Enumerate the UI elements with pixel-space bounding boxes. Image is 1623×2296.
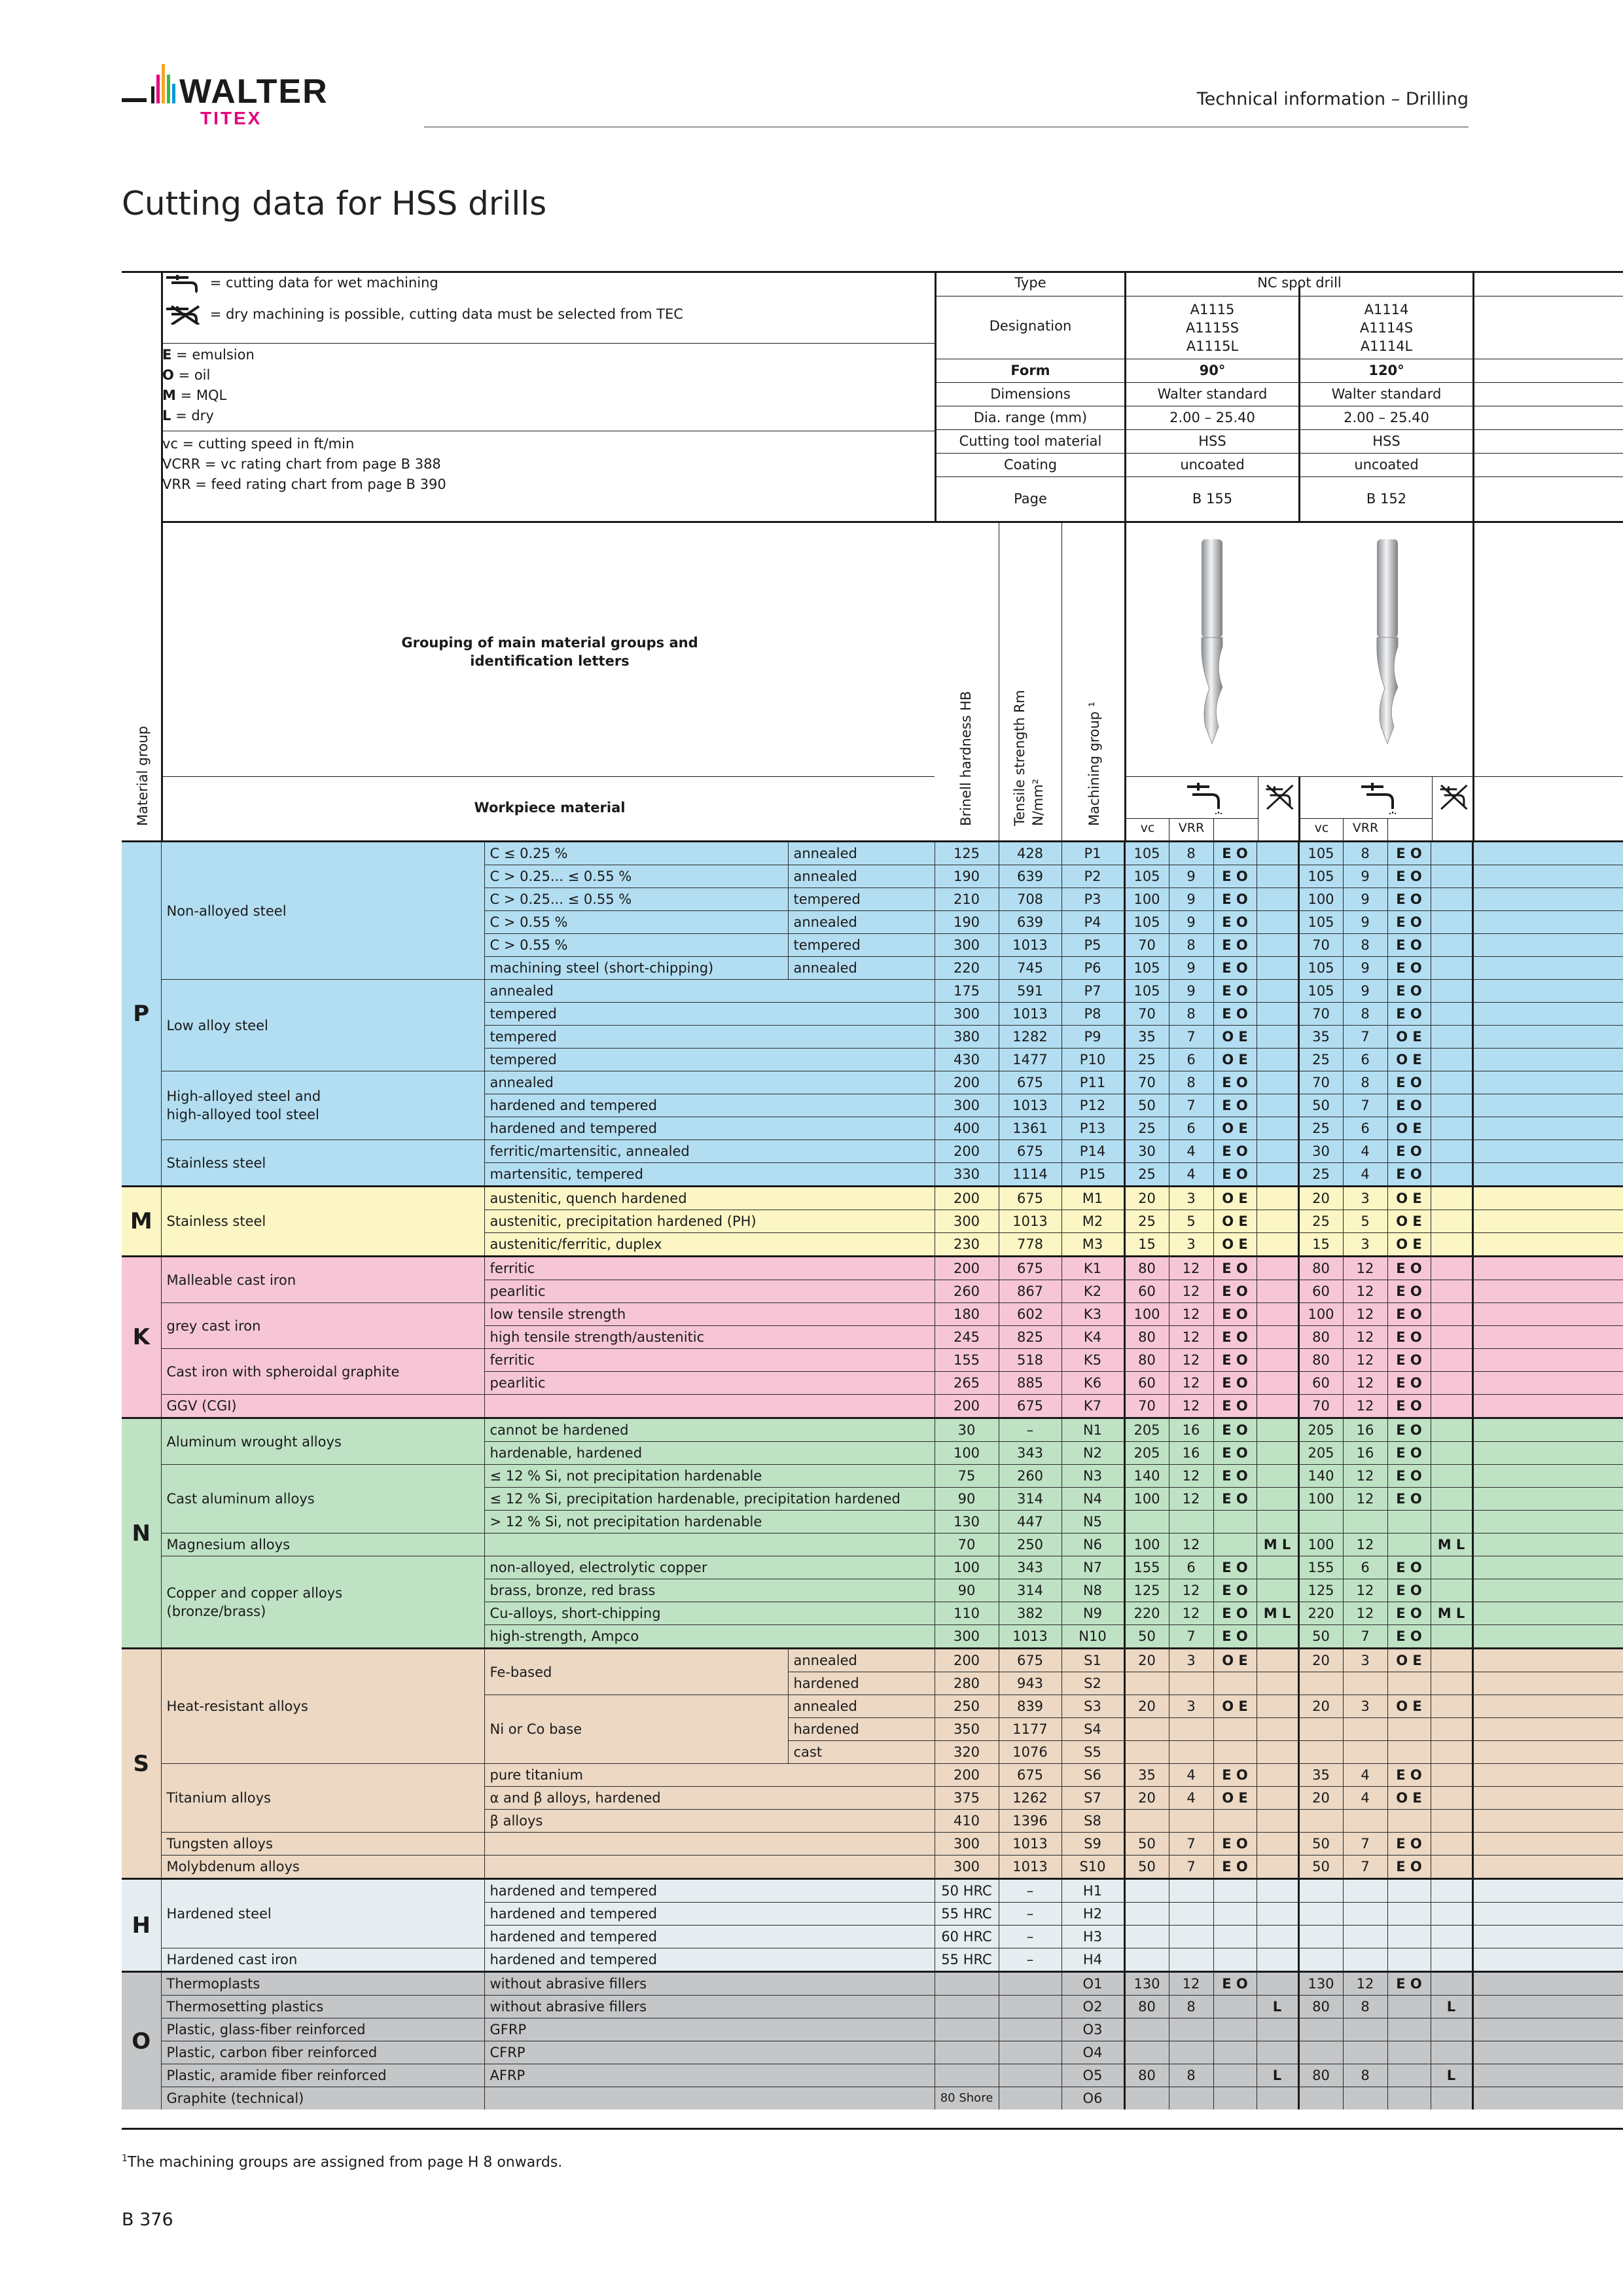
table-row: H Hardened steel hardened and tempered 50 HRC – H1 bbox=[122, 1879, 1623, 1903]
table-row: Hardened cast iron hardened and tempered 55 HRC – H4 bbox=[122, 1948, 1623, 1972]
table-row: Ni or Co base annealed 250 839 S3 20 3 O E 20 3 O E bbox=[122, 1695, 1623, 1718]
table-row: M Stainless steel austenitic, quench hardened 200 675 M1 20 3 O E 20 3 O E bbox=[122, 1187, 1623, 1210]
workpiece-header: Workpiece material bbox=[474, 800, 626, 816]
legend-vc: vc = cutting speed in ft/min bbox=[162, 436, 355, 452]
table-row: Cu-alloys, short-chipping 110 382 N9 220 12 E O M L 220 12 E O M L bbox=[122, 1602, 1623, 1625]
page-number: B 376 bbox=[122, 2210, 173, 2230]
label-coating: Coating bbox=[1003, 457, 1058, 473]
group-letter-s: S bbox=[122, 1649, 161, 1879]
table-row: hardened and tempered 300 1013 P12 50 7 E O 50 7 E O bbox=[122, 1094, 1623, 1117]
table-row: austenitic, precipitation hardened (PH) 300 1013 M2 25 5 O E 25 5 O E bbox=[122, 1210, 1623, 1233]
table-bottom-border bbox=[122, 2128, 1623, 2130]
legend-dry: = dry machining is possible, cutting data must be selected from TEC bbox=[209, 306, 683, 322]
table-row: GGV (CGI) 200 675 K7 70 12 E O 70 12 E O bbox=[122, 1395, 1623, 1418]
table-row: Graphite (technical) 80 Shore O6 bbox=[122, 2087, 1623, 2110]
table-row: Titanium alloys pure titanium 200 675 S6 35 4 E O 35 4 E O bbox=[122, 1764, 1623, 1787]
table-row: Plastic, glass-fiber reinforced GFRP O3 bbox=[122, 2018, 1623, 2041]
legend-code-value: = oil bbox=[178, 367, 211, 383]
table-row: Magnesium alloys 70 250 N6 100 12 M L 100 12 M L bbox=[122, 1534, 1623, 1556]
wet-machining-icon bbox=[1357, 780, 1400, 814]
coating-a1115: uncoated bbox=[1180, 457, 1245, 473]
section-title: Technical information – Drilling bbox=[1196, 89, 1469, 109]
table-row: Cast aluminum alloys ≤ 12 % Si, not precipitation hardenable 75 260 N3 140 12 E O 140 12 E O bbox=[122, 1465, 1623, 1488]
table-row: hardened 350 1177 S4 bbox=[122, 1718, 1623, 1741]
table-row: tempered 430 1477 P10 25 6 O E 25 6 O E bbox=[122, 1049, 1623, 1071]
table-row: Stainless steel ferritic/martensitic, annealed 200 675 P14 30 4 E O 30 4 E O bbox=[122, 1140, 1623, 1163]
table-row: > 12 % Si, not precipitation hardenable 130 447 N5 bbox=[122, 1511, 1623, 1534]
page-ref-a1115: B 155 bbox=[1192, 491, 1233, 507]
label-designation: Designation bbox=[989, 318, 1072, 334]
legend-vrr: VRR = feed rating chart from page B 390 bbox=[162, 476, 446, 492]
page-title: Cutting data for HSS drills bbox=[122, 185, 547, 223]
table-row: hardenable, hardened 100 343 N2 205 16 E O 205 16 E O bbox=[122, 1442, 1623, 1465]
footnote: $^1$The machining groups are assigned from page H 8 onwards. bbox=[122, 2153, 563, 2171]
legend-code-key: E bbox=[162, 347, 172, 363]
legend-code-key: L bbox=[162, 408, 171, 423]
header-mid-border bbox=[161, 521, 1623, 523]
table-row: pearlitic 260 867 K2 60 12 E O 60 12 E O bbox=[122, 1280, 1623, 1303]
table-row: hardened and tempered 400 1361 P13 25 6 O E 25 6 O E bbox=[122, 1117, 1623, 1140]
vc-header: vc bbox=[1314, 821, 1329, 835]
tensile-unit-header: N/mm² bbox=[1030, 778, 1046, 826]
group-letter-p: P bbox=[122, 842, 161, 1187]
material-name: Non-alloyed steel bbox=[161, 842, 484, 980]
vrr-header: VRR bbox=[1178, 821, 1205, 835]
table-row: cast 320 1076 S5 bbox=[122, 1741, 1623, 1764]
material-group-header: Material group bbox=[135, 726, 151, 826]
table-row: high tensile strength/austenitic 245 825 K4 80 12 E O 80 12 E O bbox=[122, 1326, 1623, 1349]
table-row: austenitic/ferritic, duplex 230 778 M3 15 3 O E 15 3 O E bbox=[122, 1233, 1623, 1257]
table-row: tempered 380 1282 P9 35 7 O E 35 7 O E bbox=[122, 1026, 1623, 1049]
table-row: ≤ 12 % Si, precipitation hardenable, precipitation hardened 90 314 N4 100 12 E O 100 12 E O bbox=[122, 1488, 1623, 1511]
table-row: α and β alloys, hardened 375 1262 S7 20 4 O E 20 4 O E bbox=[122, 1787, 1623, 1810]
walter-titex-logo bbox=[122, 60, 397, 132]
drill-image-a1114 bbox=[1368, 537, 1407, 746]
form-90: 90° bbox=[1199, 363, 1226, 378]
table-row: N Aluminum wrought alloys cannot be hardened 30 – N1 205 16 E O 205 16 E O bbox=[122, 1418, 1623, 1442]
table-row: machining steel (short-chipping) annealed 220 745 P6 105 9 E O 105 9 E O bbox=[122, 957, 1623, 980]
table-row: hardened and tempered 55 HRC – H2 bbox=[122, 1903, 1623, 1926]
coating-a1114: uncoated bbox=[1354, 457, 1419, 473]
table-row: K Malleable cast iron ferritic 200 675 K1 80 12 E O 80 12 E O bbox=[122, 1257, 1623, 1280]
header-divider-vertical bbox=[1472, 271, 1474, 840]
legend-code-value: = MQL bbox=[180, 387, 227, 403]
table-row: high-strength, Ampco 300 1013 N10 50 7 E O 50 7 E O bbox=[122, 1625, 1623, 1649]
dry-machining-icon bbox=[1263, 781, 1296, 813]
dimensions-a1115: Walter standard bbox=[1157, 386, 1268, 402]
material-spec: C ≤ 0.25 % bbox=[484, 842, 788, 865]
grouping-header: Grouping of main material groups and identification letters bbox=[401, 635, 698, 669]
tensile-header: Tensile strength Rm bbox=[1012, 690, 1027, 826]
table-row: Low alloy steel annealed 175 591 P7 105 9 E O 105 9 E O bbox=[122, 980, 1623, 1003]
table-row: Tungsten alloys 300 1013 S9 50 7 E O 50 7 E O bbox=[122, 1833, 1623, 1856]
designation-a1115: A1115 A1115S A1115L bbox=[1185, 302, 1240, 354]
dry-machining-icon bbox=[1437, 781, 1470, 813]
group-letter-k: K bbox=[122, 1257, 161, 1418]
legend-wet: = cutting data for wet machining bbox=[209, 275, 438, 291]
material-condition: annealed bbox=[788, 842, 935, 865]
material-a1115: HSS bbox=[1198, 433, 1226, 449]
table-row: β alloys 410 1396 S8 bbox=[122, 1810, 1623, 1833]
table-row: C > 0.55 % annealed 190 639 P4 105 9 E O 105 9 E O bbox=[122, 911, 1623, 934]
table-row: Plastic, aramide fiber reinforced AFRP O5 80 8 L 80 8 L bbox=[122, 2064, 1623, 2087]
table-row: Plastic, carbon fiber reinforced CFRP O4 bbox=[122, 2041, 1623, 2064]
table-row: grey cast iron low tensile strength 180 602 K3 100 12 E O 100 12 E O bbox=[122, 1303, 1623, 1326]
table-row: martensitic, tempered 330 1114 P15 25 4 E O 25 4 E O bbox=[122, 1163, 1623, 1187]
table-row: C > 0.55 % tempered 300 1013 P5 70 8 E O 70 8 E O bbox=[122, 934, 1623, 957]
form-120: 120° bbox=[1368, 363, 1404, 378]
table-row: brass, bronze, red brass 90 314 N8 125 12 E O 125 12 E O bbox=[122, 1579, 1623, 1602]
table-row: Copper and copper alloys (bronze/brass) non-alloyed, electrolytic copper 100 343 N7 155 6 E O 155 6 E O bbox=[122, 1556, 1623, 1579]
tool-type: NC spot drill bbox=[1257, 275, 1342, 291]
logo-sub: TITEX bbox=[200, 108, 262, 128]
label-dimensions: Dimensions bbox=[990, 386, 1071, 402]
vc-header: vc bbox=[1140, 821, 1155, 835]
group-letter-h: H bbox=[122, 1879, 161, 1972]
brinell-header: Brinell hardness HB bbox=[958, 691, 974, 826]
dia-range-a1114: 2.00 – 25.40 bbox=[1344, 410, 1429, 425]
label-dia-range: Dia. range (mm) bbox=[973, 410, 1088, 425]
page-ref-a1114: B 152 bbox=[1366, 491, 1407, 507]
machining-group-header: Machining group ¹ bbox=[1086, 701, 1102, 826]
table-row: O Thermoplasts without abrasive fillers O1 130 12 E O 130 12 E O bbox=[122, 1972, 1623, 1996]
table-row: S Heat-resistant alloys Fe-based annealed 200 675 S1 20 3 O E 20 3 O E bbox=[122, 1649, 1623, 1672]
legend-vcrr: VCRR = vc rating chart from page B 388 bbox=[162, 456, 441, 472]
legend-code-value: = dry bbox=[175, 408, 214, 423]
group-letter-o: O bbox=[122, 1972, 161, 2110]
table-row: C > 0.25... ≤ 0.55 % tempered 210 708 P3 100 9 E O 100 9 E O bbox=[122, 888, 1623, 911]
dimensions-a1114: Walter standard bbox=[1331, 386, 1442, 402]
legend-code-value: = emulsion bbox=[176, 347, 255, 363]
label-tool-material: Cutting tool material bbox=[959, 433, 1102, 449]
table-row: hardened and tempered 60 HRC – H3 bbox=[122, 1926, 1623, 1948]
table-row: tempered 300 1013 P8 70 8 E O 70 8 E O bbox=[122, 1003, 1623, 1026]
table-row: hardened 280 943 S2 bbox=[122, 1672, 1623, 1695]
cutting-data-table bbox=[122, 840, 1623, 2109]
material-a1114: HSS bbox=[1372, 433, 1400, 449]
label-page: Page bbox=[1014, 491, 1047, 507]
label-type: Type bbox=[1014, 275, 1046, 291]
dia-range-a1115: 2.00 – 25.40 bbox=[1169, 410, 1255, 425]
header-divider bbox=[424, 126, 1469, 128]
drill-image-a1115 bbox=[1192, 537, 1232, 746]
logo-brand: WALTER bbox=[179, 73, 329, 111]
legend-code-key: O bbox=[162, 367, 174, 383]
table-top-border bbox=[122, 271, 1623, 273]
vrr-header: VRR bbox=[1352, 821, 1379, 835]
table-row: High-alloyed steel and high-alloyed tool steel annealed 200 675 P11 70 8 E O 70 8 E O bbox=[122, 1071, 1623, 1094]
table-row: P Non-alloyed steel C ≤ 0.25 % annealed 125 428 P1 105 8 E O 105 8 E O bbox=[122, 842, 1623, 865]
table-row: Molybdenum alloys 300 1013 S10 50 7 E O 50 7 E O bbox=[122, 1856, 1623, 1879]
dry-machining-icon bbox=[162, 305, 205, 325]
table-row: pearlitic 265 885 K6 60 12 E O 60 12 E O bbox=[122, 1372, 1623, 1395]
legend-code-key: M bbox=[162, 387, 176, 403]
label-form: Form bbox=[1010, 363, 1050, 378]
group-letter-n: N bbox=[122, 1418, 161, 1649]
group-letter-m: M bbox=[122, 1187, 161, 1257]
table-row: Cast iron with spheroidal graphite ferritic 155 518 K5 80 12 E O 80 12 E O bbox=[122, 1349, 1623, 1372]
wet-machining-icon bbox=[162, 274, 205, 293]
table-row: Thermosetting plastics without abrasive fillers O2 80 8 L 80 8 L bbox=[122, 1996, 1623, 2018]
wet-machining-icon bbox=[1183, 780, 1226, 814]
designation-a1114: A1114 A1114S A1114L bbox=[1359, 302, 1414, 354]
table-row: C > 0.25... ≤ 0.55 % annealed 190 639 P2 105 9 E O 105 9 E O bbox=[122, 865, 1623, 888]
